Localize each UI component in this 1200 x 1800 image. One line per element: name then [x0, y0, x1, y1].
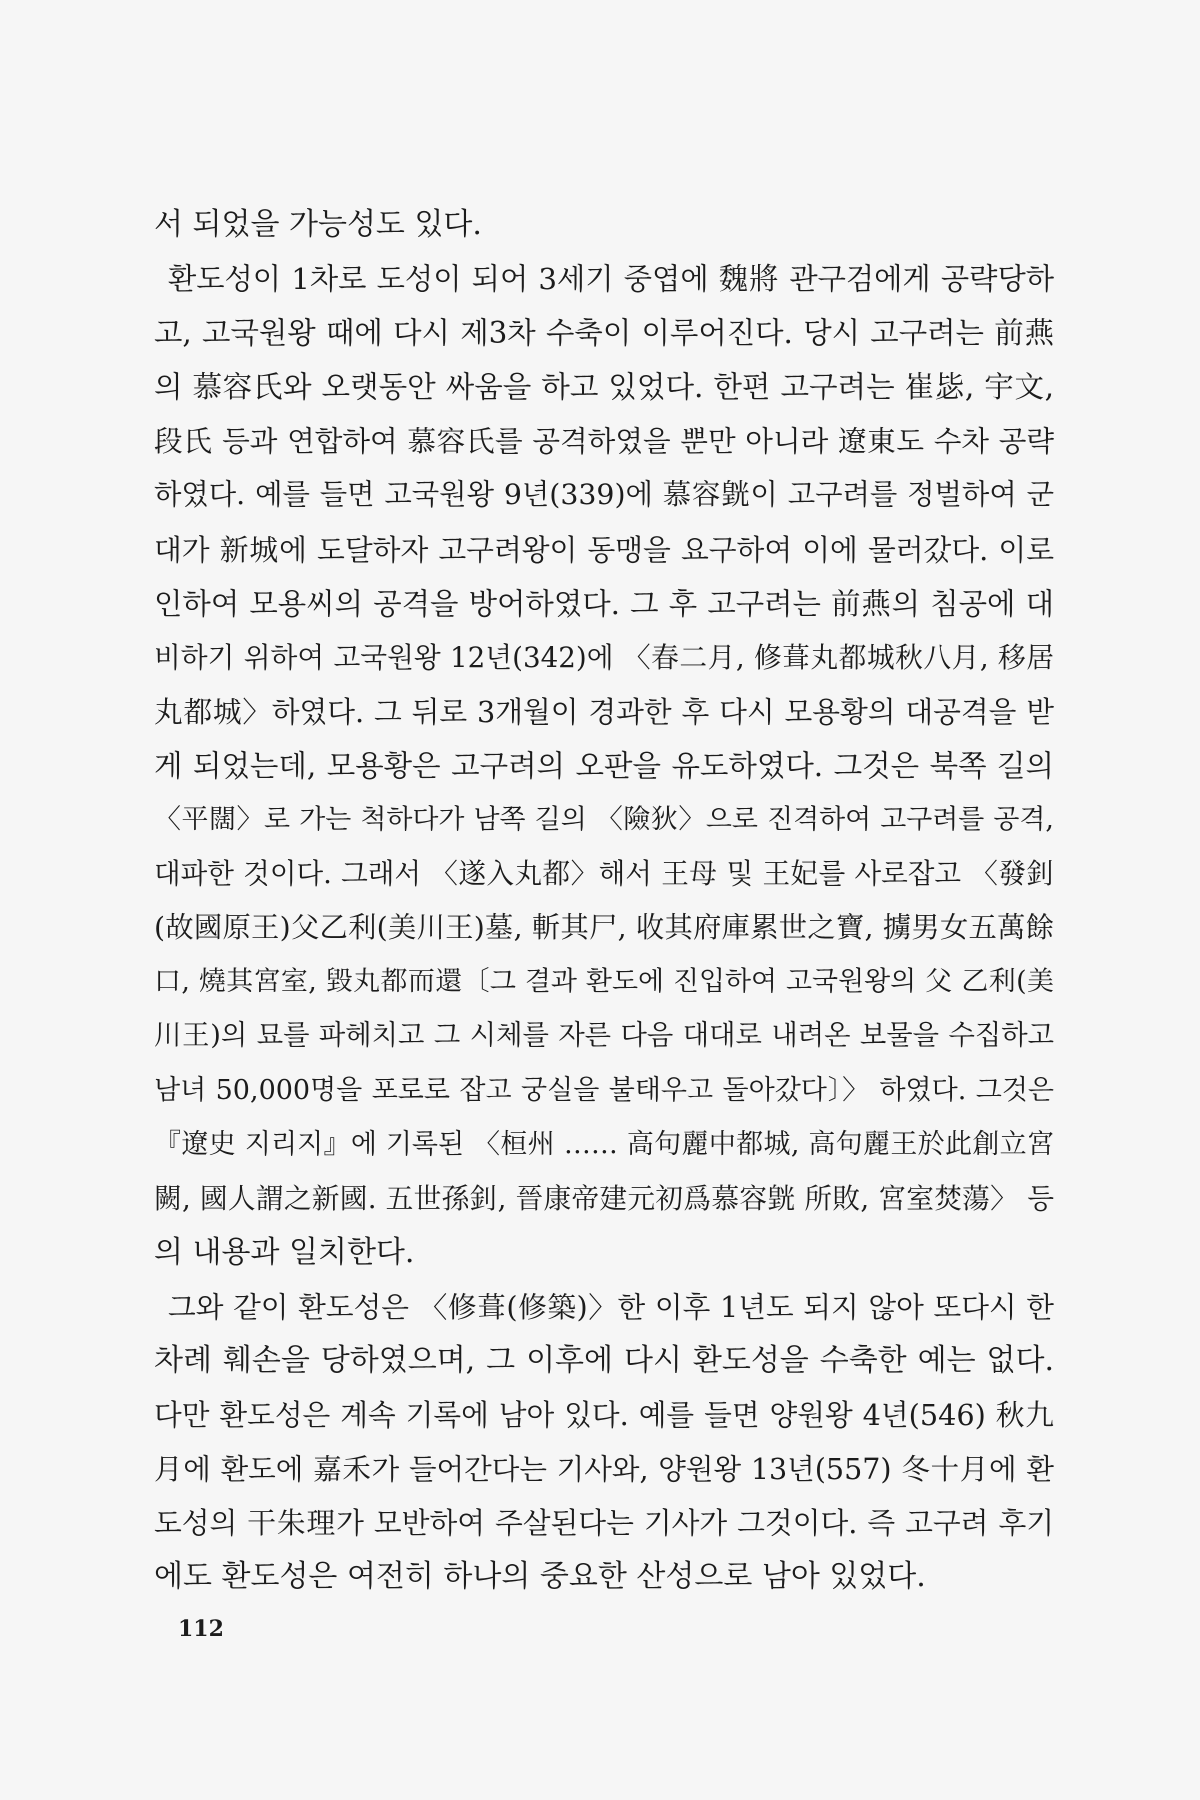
text-line: 도성의 干朱理가 모반하여 주살된다는 기사가 그것이다. 즉 고구려 후기 — [154, 1506, 1054, 1541]
text-line: 대가 新城에 도달하자 고구려왕이 동맹을 요구하여 이에 물러갔다. 이로 — [154, 532, 1054, 567]
paragraph-first-line: 환도성이 1차로 도성이 되어 3세기 중엽에 魏將 관구검에게 공략당하 — [168, 262, 1054, 297]
text-line: 口, 燒其宮室, 毀丸都而還〔그 결과 환도에 진입하여 고국원왕의 父 乙利(美 — [154, 966, 1054, 998]
text-line: 의 慕容氏와 오랫동안 싸움을 하고 있었다. 한편 고구려는 崔毖, 宇文, — [154, 370, 1054, 405]
text-line: 서 되었을 가능성도 있다. — [154, 207, 482, 242]
text-line: 의 내용과 일치한다. — [154, 1234, 415, 1270]
text-line: 〈平闊〉로 가는 척하다가 남쪽 길의 〈險狄〉으로 진격하여 고구려를 공격, — [154, 804, 1054, 836]
text-line: 段氏 등과 연합하여 慕容氏를 공격하였을 뿐만 아니라 遼東도 수차 공략 — [154, 424, 1054, 459]
page-number: 112 — [178, 1616, 224, 1642]
text-line: 비하기 위하여 고국원왕 12년(342)에 〈春二月, 修葺丸都城秋八月, 移居 — [154, 640, 1054, 674]
text-line: 인하여 모용씨의 공격을 방어하였다. 그 후 고구려는 前燕의 침공에 대 — [154, 586, 1054, 621]
text-line: 月에 환도에 嘉禾가 들어간다는 기사와, 양원왕 13년(557) 冬十月에 환 — [154, 1452, 1054, 1487]
text-line: 丸都城〉하였다. 그 뒤로 3개월이 경과한 후 다시 모용황의 대공격을 받 — [154, 694, 1054, 729]
text-line: 게 되었는데, 모용황은 고구려의 오판을 유도하였다. 그것은 북쪽 길의 — [154, 748, 1054, 783]
text-line: 남녀 50,000명을 포로로 잡고 궁실을 불태우고 돌아갔다〕〉 하였다. 그것은 — [154, 1074, 1054, 1106]
text-line: 대파한 것이다. 그래서 〈遂入丸都〉해서 王母 및 王妃를 사로잡고 〈發釗 — [154, 857, 1054, 891]
text-line: 하였다. 예를 들면 고국원왕 9년(339)에 慕容皝이 고구려를 정벌하여 군 — [154, 478, 1054, 512]
text-line: 『遼史 지리지』에 기록된 〈桓州 …… 高句麗中都城, 高句麗王於此創立宮 — [154, 1128, 1054, 1160]
text-line: 에도 환도성은 여전히 하나의 중요한 산성으로 남아 있었다. — [154, 1559, 926, 1595]
text-line: 다만 환도성은 계속 기록에 남아 있다. 예를 들면 양원왕 4년(546) 秋九 — [154, 1398, 1054, 1433]
text-line: 고, 고국원왕 때에 다시 제3차 수축이 이루어진다. 당시 고구려는 前燕 — [154, 316, 1054, 351]
body-text — [154, 198, 1054, 1604]
text-line: (故國原王)父乙利(美川王)墓, 斬其尸, 收其府庫累世之寶, 擄男女五萬餘 — [154, 911, 1054, 945]
paragraph-first-line: 그와 같이 환도성은 〈修葺(修築)〉한 이후 1년도 되지 않아 또다시 한 — [168, 1289, 1054, 1324]
text-line: 闕, 國人謂之新國. 五世孫釗, 晉康帝建元初爲慕容皝 所敗, 宮室焚蕩〉 등 — [154, 1181, 1054, 1215]
text-line: 川王)의 묘를 파헤치고 그 시체를 자른 다음 대대로 내려온 보물을 수집하고 — [154, 1020, 1054, 1052]
text-line: 차례 훼손을 당하였으며, 그 이후에 다시 환도성을 수축한 예는 없다. — [154, 1342, 1054, 1378]
